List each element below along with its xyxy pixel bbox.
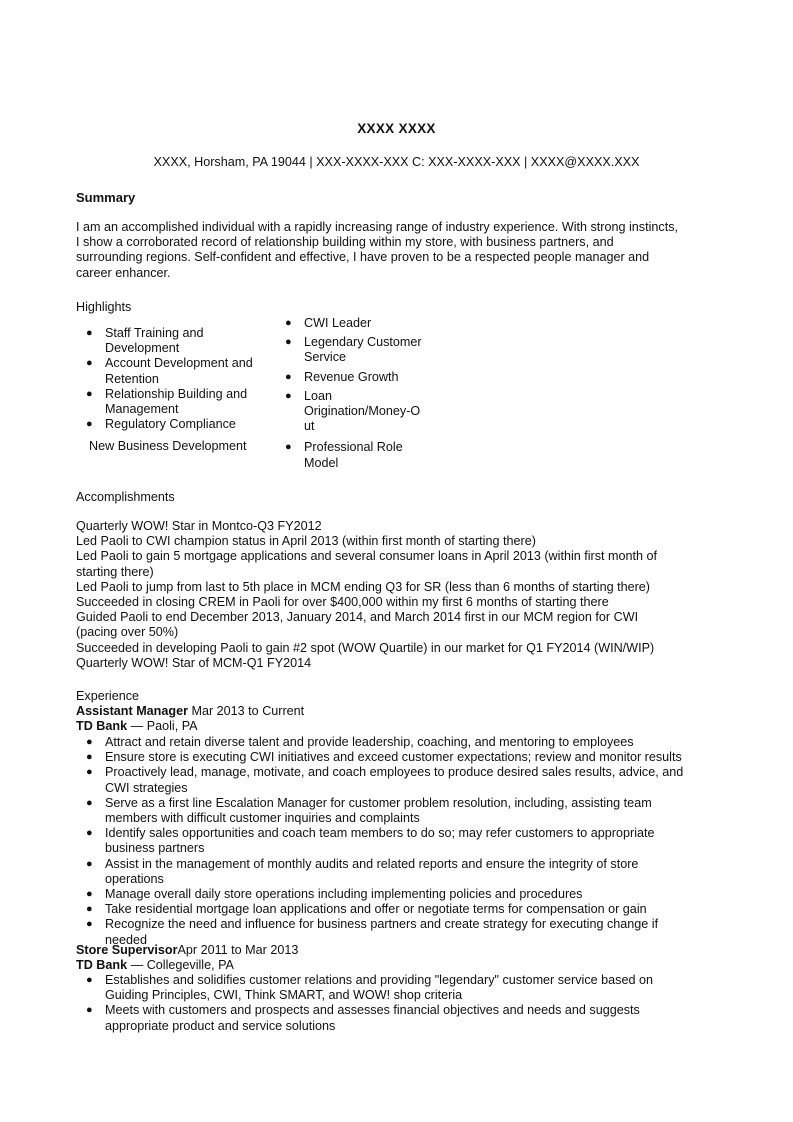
list-item [76, 1003, 716, 1033]
list-item [275, 316, 425, 331]
item-line: Service [304, 350, 346, 365]
accomplishment-line: Led Paoli to gain 5 mortgage applications and several consumer loans in April 2013 (within first month of [76, 549, 658, 564]
item-line: CWI strategies [105, 780, 188, 795]
job-location: Paoli, PA [146, 719, 198, 733]
job-bullets [76, 973, 716, 1034]
item-line: Professional Role [304, 440, 403, 455]
job-title: Store Supervisor [76, 943, 178, 957]
item-line: appropriate product and service solutions [105, 1018, 336, 1033]
list-item [76, 973, 716, 1003]
item-line: Model [304, 455, 339, 470]
list-item [76, 826, 716, 856]
job-dates: Mar 2013 to Current [187, 704, 305, 718]
company-name: TD Bank [76, 958, 128, 972]
item-line: ut [304, 419, 315, 434]
accomplishment-line: Quarterly WOW! Star in Montco-Q3 FY2012 [76, 519, 322, 533]
list-item [76, 356, 266, 386]
job-title-line [76, 943, 298, 958]
dash-separator: — [127, 719, 147, 733]
bullet-icon: ● [86, 418, 93, 431]
bullet-icon: ● [86, 857, 93, 870]
item-line: Development [105, 341, 180, 356]
list-item [76, 796, 716, 826]
item-line: Legendary Customer [304, 335, 422, 350]
list-item [76, 857, 716, 887]
bullet-icon: ● [86, 827, 93, 840]
contact-line: XXXX, Horsham, PA 19044 | XXX-XXXX-XXX C: XXX-XXXX-XXX | XXXX@XXXX.XXX [153, 155, 640, 169]
bullet-icon: ● [86, 357, 93, 370]
company-line [76, 958, 234, 973]
item-line: operations [105, 871, 164, 886]
list-item [275, 335, 425, 365]
highlights-right-list [275, 316, 425, 475]
list-item [76, 902, 716, 917]
bullet-icon: ● [86, 327, 93, 339]
bullet-icon: ● [86, 918, 93, 931]
company-name: TD Bank [76, 719, 128, 733]
item-line: Assist in the management of monthly audits and related reports and ensure the integrity of store [105, 856, 639, 871]
highlight-extra: New Business Development [89, 439, 247, 453]
experience-heading: Experience [76, 689, 140, 703]
bullet-icon: ● [285, 336, 292, 349]
job-bullets [76, 735, 716, 948]
item-line: Origination/Money-O [304, 404, 421, 419]
bullet-icon: ● [285, 389, 292, 402]
item-line: Take residential mortgage loan applications and offer or negotiate terms for compensation or gain [105, 902, 647, 917]
item-line: Meets with customers and prospects and assesses financial objectives and needs and suggests [105, 1003, 640, 1018]
accomplishment-line: (pacing over 50%) [76, 625, 179, 640]
bullet-icon: ● [86, 1004, 93, 1017]
bullet-icon: ● [86, 766, 93, 779]
item-line: Ensure store is executing CWI initiatives and exceed customer expectations; review and monitor results [105, 750, 682, 765]
summary-line: I show a corroborated record of relationship building within my store, with business partners, and [76, 235, 614, 250]
item-line: Recognize the need and influence for business partners and create strategy for executing change if [105, 917, 659, 932]
accomplishment-line: Succeeded in closing CREM in Paoli for over $400,000 within my first 6 months of starting there [76, 595, 609, 610]
accomplishments-heading: Accomplishments [76, 490, 175, 504]
accomplishment-line: starting there) [76, 564, 154, 579]
candidate-name: XXXX XXXX [357, 121, 436, 136]
job-title-line [76, 704, 304, 719]
accomplishment-line: Led Paoli to jump from last to 5th place in MCM ending Q3 for SR (less than 6 months of starting there) [76, 579, 650, 594]
item-line: Attract and retain diverse talent and provide leadership, coaching, and mentoring to employees [105, 735, 634, 749]
list-item [76, 735, 716, 750]
item-line: Management [105, 402, 179, 417]
list-item [275, 370, 425, 385]
item-line: Retention [105, 371, 159, 386]
job-dates: Apr 2011 to Mar 2013 [177, 943, 299, 957]
item-line: business partners [105, 841, 205, 856]
item-line: Manage overall daily store operations including implementing policies and procedures [105, 887, 583, 902]
item-line: Guiding Principles, CWI, Think SMART, and WOW! shop criteria [105, 988, 463, 1003]
list-item [76, 387, 266, 417]
item-line: Identify sales opportunities and coach team members to do so; may refer customers to appropriate [105, 826, 655, 841]
accomplishments-list [76, 519, 716, 671]
job-location: Collegeville, PA [146, 958, 234, 972]
accomplishment-line: Succeeded in developing Paoli to gain #2 spot (WOW Quartile) in our market for Q1 FY2014 (WIN/WIP) [76, 640, 655, 655]
item-line: Revenue Growth [304, 369, 399, 384]
bullet-icon: ● [285, 370, 292, 383]
bullet-icon: ● [86, 796, 93, 809]
item-line: members with difficult customer inquiries and complaints [105, 811, 420, 826]
item-line: Loan [304, 388, 333, 403]
summary-line: surrounding regions. Self-confident and effective, I have proven to be a respected people manager and [76, 250, 650, 265]
item-line: Regulatory Compliance [105, 417, 236, 432]
list-item [76, 750, 716, 765]
job-title: Assistant Manager [76, 704, 188, 718]
list-item [76, 887, 716, 902]
accomplishment-line: Guided Paoli to end December 2013, January 2014, and March 2014 first in our MCM region for CWI [76, 610, 639, 625]
bullet-icon: ● [86, 974, 93, 986]
bullet-icon: ● [285, 317, 292, 329]
bullet-icon: ● [86, 387, 93, 400]
bullet-icon: ● [285, 441, 292, 454]
item-line: Establishes and solidifies customer relations and providing "legendary" customer service based on [105, 973, 653, 987]
list-item [275, 440, 425, 470]
bullet-icon: ● [86, 751, 93, 764]
item-line: CWI Leader [304, 316, 372, 330]
dash-separator: — [127, 958, 147, 972]
item-line: Serve as a first line Escalation Manager for customer problem resolution, including, assisting team [105, 795, 652, 810]
list-item [275, 389, 425, 435]
summary-text [76, 220, 716, 281]
highlights-heading: Highlights [76, 300, 132, 314]
item-line: Proactively lead, manage, motivate, and coach employees to produce desired sales results, advice, and [105, 765, 684, 780]
summary-heading: Summary [76, 190, 136, 205]
bullet-icon: ● [86, 888, 93, 901]
item-line: Account Development and [105, 356, 253, 371]
item-line: needed [105, 932, 148, 947]
accomplishment-line: Quarterly WOW! Star of MCM-Q1 FY2014 [76, 655, 312, 670]
accomplishment-line: Led Paoli to CWI champion status in April 2013 (within first month of starting there) [76, 534, 536, 549]
company-line [76, 719, 198, 734]
list-item [76, 417, 266, 432]
summary-line: I am an accomplished individual with a rapidly increasing range of industry experience. With strong instincts, [76, 220, 678, 234]
item-line: Staff Training and [105, 326, 204, 340]
list-item [76, 765, 716, 795]
highlights-left-list [76, 326, 266, 432]
bullet-icon: ● [86, 736, 93, 748]
summary-line: career enhancer. [76, 265, 171, 280]
list-item [76, 326, 266, 356]
item-line: Relationship Building and [105, 386, 248, 401]
bullet-icon: ● [86, 903, 93, 916]
